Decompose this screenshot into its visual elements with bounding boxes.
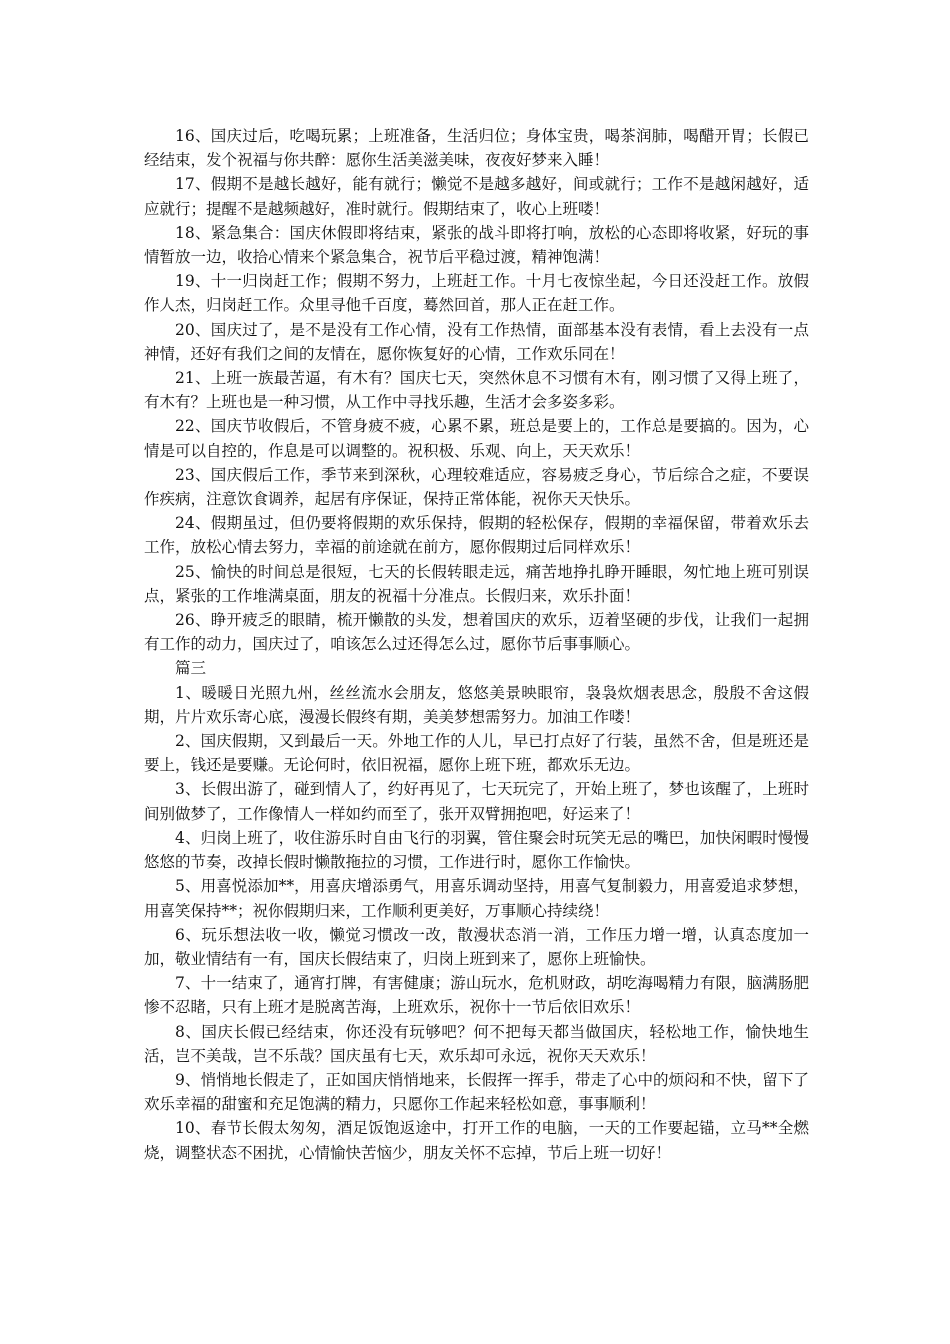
paragraph-b7: 7、十一结束了，通宵打牌，有害健康；游山玩水，危机财政，胡吃海喝精力有限，脑满肠肥惨不忍睹，只有上班才是脱离苦海，上班欢乐，祝你十一节后依旧欢乐！ <box>144 974 809 1017</box>
paragraph-b8: 8、国庆长假已经结束，你还没有玩够吧？何不把每天都当做国庆，轻松地工作，愉快地生活，岂不美哉，岂不乐哉？国庆虽有七天，欢乐却可永远，祝你天天欢乐！ <box>144 1022 809 1065</box>
paragraph-b10: 10、春节长假太匆匆，酒足饭饱返途中，打开工作的电脑，一天的工作要起锚，立马**全燃烧，调整状态不困扰，心情愉快苦恼少，朋友关怀不忘掉，节后上班一切好！ <box>144 1119 809 1162</box>
section-heading: 篇三 <box>175 659 207 678</box>
paragraph-26: 26、睁开疲乏的眼睛，梳开懒散的头发，想着国庆的欢乐，迈着坚硬的步伐，让我们一起拥有工作的动力，国庆过了，咱该怎么过还得怎么过，愿你节后事事顺心。 <box>144 611 809 654</box>
paragraph-19: 19、十一归岗赶工作；假期不努力，上班赶工作。十月七夜惊坐起，今日还没赶工作。放假作人杰，归岗赶工作。众里寻他千百度，蓦然回首，那人正在赶工作。 <box>144 272 809 315</box>
paragraph-18: 18、紧急集合：国庆休假即将结束，紧张的战斗即将打响，放松的心态即将收紧，好玩的事情暂放一边，收拾心情来个紧急集合，祝节后平稳过渡，精神饱满！ <box>144 223 809 267</box>
paragraph-b5: 5、用喜悦添加**，用喜庆增添勇气，用喜乐调动坚持，用喜气复制毅力，用喜爱追求梦想，用喜笑保持**；祝你假期归来，工作顺利更美好，万事顺心持续绕！ <box>144 877 809 920</box>
paragraph-21: 21、上班一族最苦逼，有木有？国庆七天，突然休息不习惯有木有，刚习惯了又得上班了，有木有？上班也是一种习惯，从工作中寻找乐趣，生活才会多姿多彩。 <box>144 369 809 412</box>
paragraph-20: 20、国庆过了，是不是没有工作心情，没有工作热情，面部基本没有表情，看上去没有一点神情，还好有我们之间的友情在，愿你恢复好的心情，工作欢乐同在！ <box>144 320 809 363</box>
paragraph-17: 17、假期不是越长越好，能有就行；懒觉不是越多越好，间或就行；工作不是越闲越好，适应就行；提醒不是越频越好，准时就行。假期结束了，收心上班喽！ <box>144 175 809 218</box>
paragraph-b2: 2、国庆假期，又到最后一天。外地工作的人儿，早已打点好了行装，虽然不舍，但是班还是要上，钱还是要赚。无论何时，依旧祝福，愿你上班下班，都欢乐无边。 <box>144 732 809 775</box>
paragraph-24: 24、假期虽过，但仍要将假期的欢乐保持，假期的轻松保存，假期的幸福保留，带着欢乐去工作，放松心情去努力，幸福的前途就在前方，愿你假期过后同样欢乐！ <box>144 514 809 557</box>
paragraph-16: 16、国庆过后，吃喝玩累；上班准备，生活归位；身体宝贵，喝茶润肺，喝醋开胃；长假已经结束，发个祝福与你共醉：愿你生活美滋美味，夜夜好梦来入睡！ <box>144 127 809 170</box>
paragraph-23: 23、国庆假后工作，季节来到深秋，心理较难适应，容易疲乏身心，节后综合之症，不要误作疾病，注意饮食调养，起居有序保证，保持正常体能，祝你天天快乐。 <box>144 465 809 509</box>
document-body <box>144 124 809 1165</box>
paragraph-25: 25、愉快的时间总是很短，七天的长假转眼走远，痛苦地挣扎睁开睡眼，匆忙地上班可别误点，紧张的工作堆满桌面，朋友的祝福十分准点。长假归来，欢乐扑面！ <box>144 562 809 605</box>
paragraph-b6: 6、玩乐想法收一收，懒觉习惯改一改，散漫状态消一消，工作压力增一增，认真态度加一加，敬业情结有一有，国庆长假结束了，归岗上班到来了，愿你上班愉快。 <box>144 925 809 968</box>
paragraph-b9: 9、悄悄地长假走了，正如国庆悄悄地来，长假挥一挥手，带走了心中的烦闷和不快，留下了欢乐幸福的甜蜜和充足饱满的精力，只愿你工作起来轻松如意，事事顺利！ <box>144 1070 809 1114</box>
paragraph-b3: 3、长假出游了，碰到情人了，约好再见了，七天玩完了，开始上班了，梦也该醒了，上班时间别做梦了，工作像情人一样如约而至了，张开双臂拥抱吧，好运来了！ <box>144 780 809 823</box>
paragraph-b4: 4、归岗上班了，收住游乐时自由飞行的羽翼，管住聚会时玩笑无忌的嘴巴，加快闲暇时慢慢悠悠的节奏，改掉长假时懒散拖拉的习惯，工作进行时，愿你工作愉快。 <box>144 828 809 872</box>
paragraph-b1: 1、暖暖日光照九州，丝丝流水会朋友，悠悠美景映眼帘，袅袅炊烟表思念，殷殷不舍这假期，片片欢乐寄心底，漫漫长假终有期，美美梦想需努力。加油工作喽！ <box>144 683 809 726</box>
paragraph-22: 22、国庆节收假后，不管身疲不疲，心累不累，班总是要上的，工作总是要搞的。因为，心情是可以自控的，作息是可以调整的。祝积极、乐观、向上，天天欢乐！ <box>144 417 809 460</box>
